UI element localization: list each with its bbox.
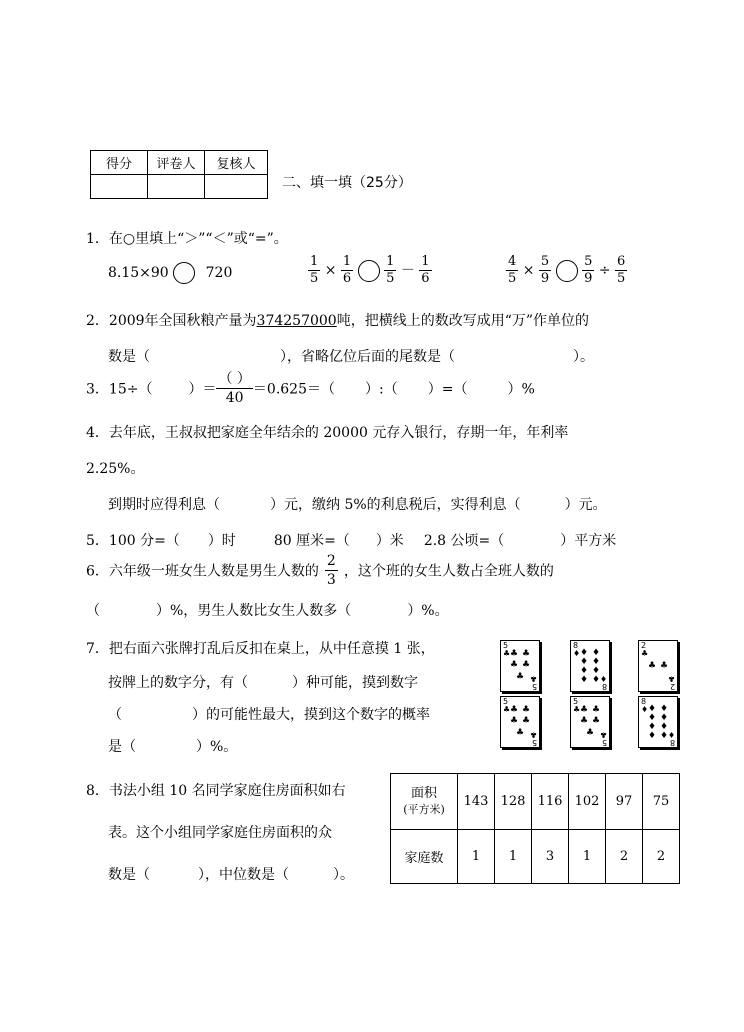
- grader-cell[interactable]: [148, 175, 205, 199]
- housing-area-table: [390, 773, 680, 884]
- club-icon: ♣: [515, 671, 525, 682]
- card-rank: 8 ♦: [667, 730, 675, 747]
- club-icon: ♣: [509, 705, 519, 716]
- diamond-icon: ♦: [647, 722, 657, 732]
- diamond-icon: ♦: [591, 657, 601, 667]
- club-icon: ♣: [659, 660, 669, 671]
- compare-circle[interactable]: [173, 262, 195, 284]
- card-rank: 5 ♣: [529, 674, 537, 691]
- compare-circle[interactable]: [556, 260, 578, 282]
- club-icon: ♣: [647, 660, 657, 671]
- area-value: 143: [458, 774, 495, 830]
- area-value: 128: [495, 774, 532, 830]
- q3-line: 3．15÷（ ）＝ $\frac{( )}{40}$ ＝0.625＝（ ）:（ ）=（ ）%: [86, 371, 535, 406]
- club-icon: ♣: [585, 727, 595, 738]
- family-count: 1: [495, 830, 532, 884]
- q7-line4: 是（ ）%。: [108, 739, 238, 755]
- card-rank: 5 ♣: [503, 641, 511, 658]
- diamond-icon: ♦: [647, 713, 657, 723]
- club-icon: ♣: [521, 660, 531, 671]
- q1-expr1-left: 8.15×90: [108, 265, 169, 281]
- club-icon: ♣: [579, 716, 589, 727]
- club-icon: ♣: [509, 716, 519, 727]
- club-icon: ♣: [579, 705, 589, 716]
- q2-line2: 数是（ ），省略亿位后面的尾数是（ ）。: [108, 349, 594, 365]
- area-unit: (平方米): [403, 802, 445, 816]
- operator: ÷: [598, 262, 611, 279]
- fraction: $\frac{5}{9}$: [540, 254, 550, 286]
- diamond-icon: ♦: [659, 722, 669, 732]
- area-value: 102: [569, 774, 606, 830]
- q4-line3: 到期时应得利息（ ）元，缴纳 5%的利息税后，实得利息（ ）元。: [108, 497, 607, 513]
- q1-text: 1．在○里填上“＞”“＜”或“=”。: [86, 231, 288, 247]
- family-count: 1: [569, 830, 606, 884]
- fraction: $\frac{2}{3}$: [326, 553, 336, 588]
- operator: －: [400, 262, 415, 279]
- card-rank: 2 ♣: [667, 674, 675, 691]
- diamond-icon: ♦: [647, 704, 657, 714]
- fraction: $\frac{1}{6}$: [342, 254, 352, 286]
- area-label-cell: [391, 774, 458, 830]
- score-header: 得分: [91, 151, 148, 175]
- card-rank: 8 ♦: [573, 641, 581, 658]
- family-count: 3: [532, 830, 569, 884]
- q7-line3: （ ）的可能性最大，摸到这个数字的概率: [108, 707, 430, 723]
- club-icon: ♣: [521, 716, 531, 727]
- playing-card: [638, 696, 678, 748]
- card-rank: 5 ♣: [599, 730, 607, 747]
- area-value: 97: [606, 774, 643, 830]
- diamond-icon: ♦: [591, 648, 601, 658]
- playing-card: [570, 640, 610, 692]
- card-rank: 8 ♦: [599, 674, 607, 691]
- q8-line3: 数是（ ），中位数是（ ）。: [108, 867, 354, 883]
- q7-line1: 7．把右面六张牌打乱后反扣在桌上，从中任意摸 1 张，: [86, 641, 435, 657]
- diamond-icon: ♦: [579, 657, 589, 667]
- family-count: 2: [606, 830, 643, 884]
- family-count-label: 家庭数: [391, 830, 458, 884]
- q1-expr3: [506, 254, 627, 287]
- q1-expr1: [108, 262, 232, 284]
- playing-card: [638, 640, 678, 692]
- card-rank: 8 ♦: [641, 697, 649, 714]
- playing-card: [500, 696, 540, 748]
- fraction: $\frac{( )}{40}$: [218, 371, 251, 406]
- club-icon: ♣: [591, 705, 601, 716]
- operator: ×: [522, 262, 535, 279]
- club-icon: ♣: [591, 716, 601, 727]
- underlined-number: 374257000: [256, 313, 337, 329]
- fraction: $\frac{5}{9}$: [584, 254, 593, 286]
- diamond-icon: ♦: [591, 666, 601, 676]
- area-value: 116: [532, 774, 569, 830]
- card-rank: 5 ♣: [503, 697, 511, 714]
- diamond-icon: ♦: [659, 731, 669, 741]
- score-cell[interactable]: [91, 175, 148, 199]
- section-title: 二、填一填（25分）: [282, 175, 412, 191]
- club-icon: ♣: [515, 727, 525, 738]
- area-value: 75: [643, 774, 680, 830]
- club-icon: ♣: [509, 649, 519, 660]
- fraction: $\frac{6}{5}$: [617, 254, 626, 286]
- fraction: $\frac{1}{5}$: [386, 254, 395, 286]
- diamond-icon: ♦: [659, 713, 669, 723]
- grader-header: 评卷人: [148, 151, 205, 175]
- operator: ×: [324, 262, 337, 279]
- playing-card: [570, 696, 610, 748]
- area-label: 面积: [410, 785, 437, 801]
- q8-line2: 表。这个小组同学家庭住房面积的众: [108, 825, 332, 841]
- q5-line: 5．100 分=（ ）时 80 厘米=（ ）米 2.8 公顷=（ ）平方米: [86, 533, 617, 549]
- diamond-icon: ♦: [579, 675, 589, 685]
- diamond-icon: ♦: [579, 648, 589, 658]
- playing-card: [500, 640, 540, 692]
- card-rank: 5 ♣: [529, 730, 537, 747]
- q8-line1: 8．书法小组 10 名同学家庭住房面积如右: [86, 783, 346, 799]
- club-icon: ♣: [521, 705, 531, 716]
- q6-line1: 6．六年级一班女生人数是男生人数的 $\frac{2}{3}$ ，这个班的女生人数占全班人数的: [86, 553, 554, 588]
- family-count: 2: [643, 830, 680, 884]
- q7-line2: 按牌上的数字分，有（ ）种可能，摸到数字: [108, 675, 418, 691]
- fraction: $\frac{1}{5}$: [310, 254, 319, 286]
- diamond-icon: ♦: [591, 675, 601, 685]
- family-count: 1: [458, 830, 495, 884]
- q6-line2: （ ）%，男生人数比女生人数多（ ）%。: [86, 603, 449, 619]
- reviewer-cell[interactable]: [205, 175, 268, 199]
- reviewer-header: 复核人: [205, 151, 268, 175]
- diamond-icon: ♦: [659, 704, 669, 714]
- q4-line1: 4．去年底，王叔叔把家庭全年结余的 20000 元存入银行，存期一年，年利率: [86, 425, 569, 441]
- q4-line2: 2.25%。: [86, 461, 145, 477]
- card-rank: 2 ♣: [641, 641, 649, 658]
- compare-circle[interactable]: [358, 260, 380, 282]
- fraction: $\frac{1}{6}$: [421, 254, 430, 286]
- q1-expr2: [308, 254, 432, 287]
- club-icon: ♣: [521, 649, 531, 660]
- score-table: [90, 150, 268, 199]
- diamond-icon: ♦: [647, 731, 657, 741]
- q2-line1: 2．2009年全国秋粮产量为374257000吨，把横线上的数改写成用“万”作单位的: [86, 313, 590, 329]
- club-icon: ♣: [509, 660, 519, 671]
- diamond-icon: ♦: [579, 666, 589, 676]
- card-rank: 5 ♣: [573, 697, 581, 714]
- q1-expr1-right: 720: [205, 265, 233, 281]
- fraction: $\frac{4}{5}$: [508, 254, 517, 286]
